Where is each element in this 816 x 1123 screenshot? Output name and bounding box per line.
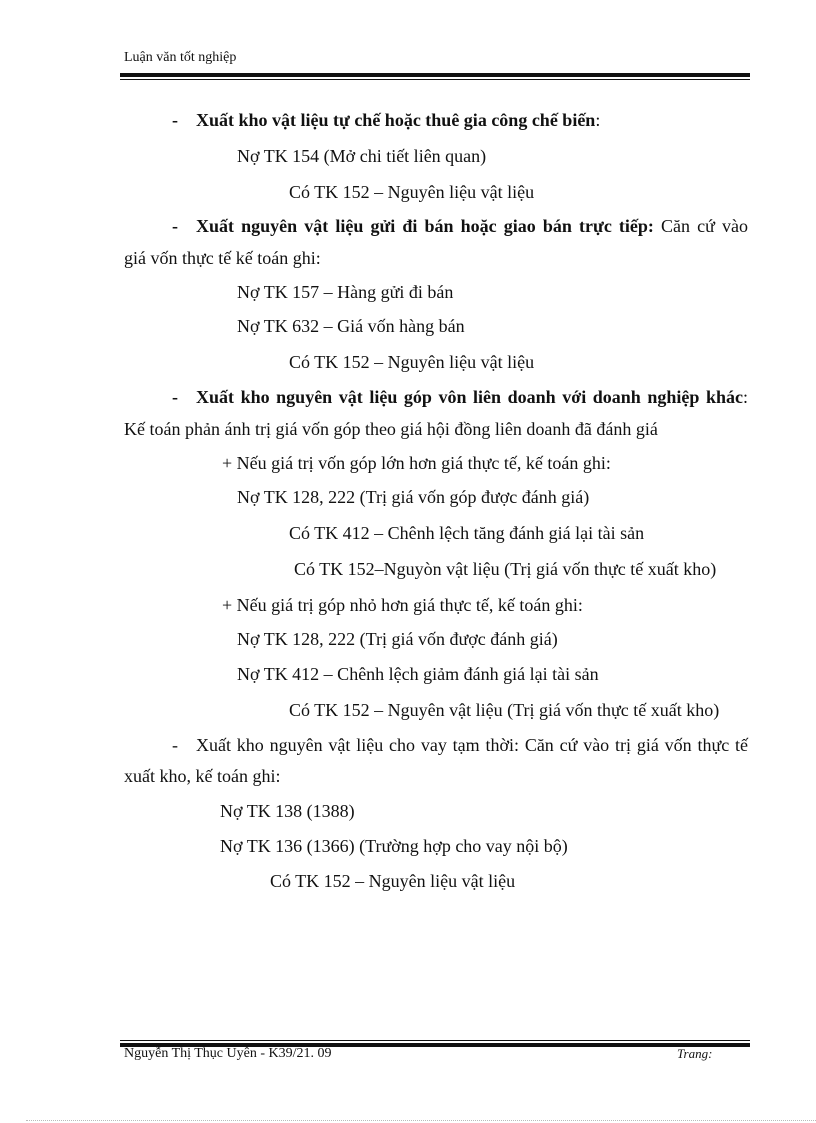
footer-author: Nguyễn Thị Thục Uyên - K39/21. 09 [124, 1046, 332, 1061]
item-1-title: Xuất kho vật liệu tự chế hoặc thuê gia công chế biến [196, 110, 596, 130]
bullet-dash: - [172, 387, 178, 407]
item-3-heading [172, 386, 748, 408]
entry-2b: Nợ TK 632 – Giá vốn hàng bán [237, 316, 465, 336]
header-rule-thin [120, 79, 750, 80]
entry-4b: Nợ TK 136 (1366) (Trường hợp cho vay nội bộ) [220, 836, 568, 856]
bullet-dash: - [172, 110, 178, 130]
item-2-title: Xuất nguyên vật liệu gửi đi bán hoặc giao bán trực tiếp: [196, 216, 654, 236]
item-1-heading [172, 109, 600, 131]
item-2-heading [172, 215, 748, 237]
footer-page-label: Trang: [677, 1046, 713, 1061]
entry-c1c: Có TK 152–Nguyòn vật liệu (Trị giá vốn thực tế xuất kho) [294, 559, 717, 579]
entry-2c: Có TK 152 – Nguyên liệu vật liệu [289, 352, 535, 372]
footer-rule-thin [120, 1040, 750, 1041]
entry-1a: Nợ TK 154 (Mở chi tiết liên quan) [237, 146, 487, 166]
item-1-colon: : [595, 110, 601, 130]
item-3-continuation: Kế toán phản ánh trị giá vốn góp theo giá hội đồng liên doanh đã đánh giá [124, 419, 658, 439]
item-2-rest: Căn cứ vào [653, 216, 748, 236]
item-4-text: Xuất kho nguyên vật liệu cho vay tạm thời: Căn cứ vào trị giá vốn thực tế [196, 735, 748, 755]
bullet-dash: - [172, 216, 178, 236]
entry-c2a: Nợ TK 128, 222 (Trị giá vốn được đánh giá) [237, 629, 558, 649]
item-3-colon: : [742, 387, 748, 407]
bullet-dash: - [172, 735, 178, 755]
entry-c1b: Có TK 412 – Chênh lệch tăng đánh giá lại tài sản [289, 523, 645, 543]
page-header-title: Luận văn tốt nghiệp [124, 50, 237, 65]
entry-1b: Có TK 152 – Nguyên liệu vật liệu [289, 182, 535, 202]
entry-4c: Có TK 152 – Nguyên liệu vật liệu [270, 871, 516, 891]
item-3-title: Xuất kho nguyên vật liệu góp vôn liên doanh với doanh nghiệp khác [196, 387, 743, 407]
entry-2a: Nợ TK 157 – Hàng gửi đi bán [237, 282, 454, 302]
entry-4a: Nợ TK 138 (1388) [220, 801, 355, 821]
case-2-heading: + Nếu giá trị góp nhỏ hơn giá thực tế, kế toán ghi: [222, 595, 583, 615]
entry-c2c: Có TK 152 – Nguyên vật liệu (Trị giá vốn thực tế xuất kho) [289, 700, 720, 720]
item-4-continuation: xuất kho, kế toán ghi: [124, 766, 281, 786]
header-rule-thick [120, 73, 750, 77]
entry-c1a: Nợ TK 128, 222 (Trị giá vốn góp được đánh giá) [237, 487, 590, 507]
page-bottom-edge [26, 1120, 816, 1121]
item-4-heading [172, 734, 748, 756]
item-2-continuation: giá vốn thực tế kế toán ghi: [124, 248, 321, 268]
entry-c2b: Nợ TK 412 – Chênh lệch giảm đánh giá lại tài sản [237, 664, 599, 684]
case-1-heading: + Nếu giá trị vốn góp lớn hơn giá thực tế, kế toán ghi: [222, 453, 611, 473]
